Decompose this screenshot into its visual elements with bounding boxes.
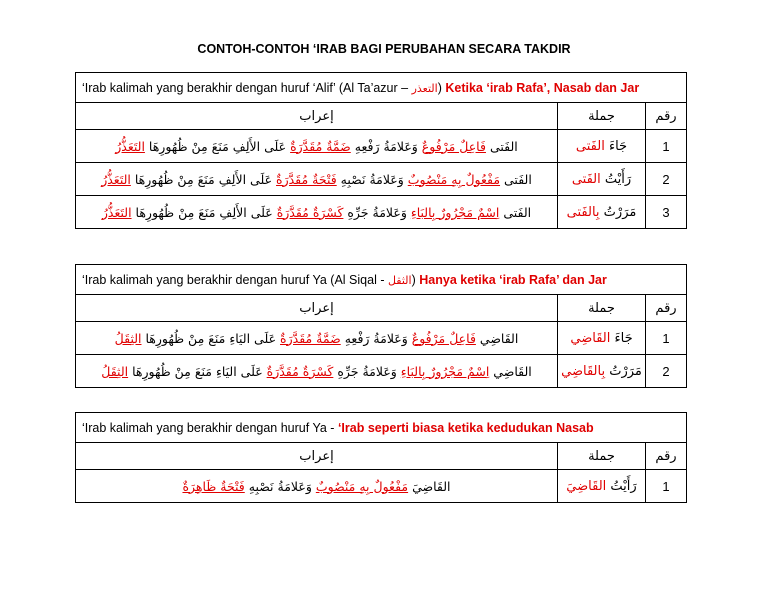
column-header-irab: إعراب bbox=[76, 103, 558, 130]
jumla-cell bbox=[558, 196, 646, 229]
irab-key-term: ضَمَّةٌ مُقَدَّرَةٌ bbox=[290, 138, 351, 154]
jumla-noun: القَاضِيَ bbox=[566, 478, 607, 494]
irab-text: وَعَلامَةُ رَفْعِهِ bbox=[340, 330, 412, 346]
jumla-cell bbox=[558, 322, 646, 355]
table-heading bbox=[76, 265, 687, 295]
irab-key-term: فَاعِلٌ مَرْفُوعٌ bbox=[411, 330, 476, 346]
irab-cell bbox=[76, 470, 558, 503]
heading-highlight: ‘Irab seperti biasa ketika kedudukan Nasab bbox=[337, 420, 594, 435]
row-number: 2 bbox=[646, 355, 687, 388]
table-heading bbox=[76, 73, 687, 103]
irab-key-term: اِسْمٌ مَجْرُورٌ بِالبَاءِ bbox=[400, 363, 490, 379]
heading-text: ‘Irab kalimah yang berakhir dengan huruf ‘Alif’ (Al Ta’azur – bbox=[82, 80, 409, 95]
heading-highlight: Ketika ‘irab Rafa’, Nasab dan Jar bbox=[445, 80, 640, 95]
heading-close-paren: ) bbox=[411, 272, 416, 287]
table-heading bbox=[76, 413, 687, 443]
irab-text: الفَتى bbox=[499, 204, 532, 220]
irab-key-term: التَعَذُّرُ bbox=[115, 138, 145, 154]
irab-key-term: اِسْمٌ مَجْرُورٌ بِالبَاءِ bbox=[410, 204, 500, 220]
irab-key-term: فَتْحَةٌ ظَاهِرَةٌ bbox=[182, 478, 245, 494]
row-number: 1 bbox=[646, 322, 687, 355]
irab-cell bbox=[76, 196, 558, 229]
irab-table-ya-siqal bbox=[75, 264, 687, 388]
heading-text: ‘Irab kalimah yang berakhir dengan huruf Ya (Al Siqal - bbox=[82, 272, 385, 287]
heading-highlight: Hanya ketika ‘irab Rafa’ dan Jar bbox=[419, 272, 607, 287]
irab-text: عَلَى الأَلِفِ مَنَعَ مِنْ ظُهُورِهَا bbox=[144, 138, 291, 154]
jumla-cell bbox=[558, 130, 646, 163]
row-number: 2 bbox=[646, 163, 687, 196]
irab-key-term: الثِقَلُ bbox=[101, 363, 129, 379]
jumla-verb: رَأَيْتُ bbox=[604, 171, 632, 187]
row-number: 1 bbox=[646, 470, 687, 503]
table-row bbox=[76, 322, 687, 355]
heading-close-paren: ) bbox=[437, 80, 442, 95]
table-row bbox=[76, 470, 687, 503]
column-header-number: رقم bbox=[646, 295, 687, 322]
column-header-irab: إعراب bbox=[76, 443, 558, 470]
jumla-verb: رَأَيْتُ bbox=[610, 478, 637, 494]
irab-text: وَعَلامَةُ نَصْبِهِ bbox=[336, 171, 408, 187]
table-row bbox=[76, 196, 687, 229]
irab-key-term: كَسْرَةٌ مُقَدَّرَةٌ bbox=[276, 204, 344, 220]
column-header-jumla: جملة bbox=[558, 295, 646, 322]
table-row bbox=[76, 355, 687, 388]
irab-text: القَاضِي bbox=[475, 330, 519, 346]
jumla-noun: بِالقَاضِي bbox=[561, 363, 606, 379]
jumla-verb: جَاءَ bbox=[614, 330, 633, 346]
jumla-noun: بِالفَتى bbox=[566, 204, 600, 220]
irab-text: الفَتى bbox=[485, 138, 518, 154]
irab-text: القَاضِي bbox=[489, 363, 532, 379]
jumla-cell bbox=[558, 163, 646, 196]
irab-cell bbox=[76, 322, 558, 355]
irab-text: وَعَلامَةُ رَفْعِهِ bbox=[350, 138, 422, 154]
irab-cell bbox=[76, 163, 558, 196]
table-row bbox=[76, 130, 687, 163]
irab-text: عَلَى اليَاءِ مَنَعَ مِنْ ظُهُورِهَا bbox=[128, 363, 267, 379]
irab-text: عَلَى الأَلِفِ مَنَعَ مِنْ ظُهُورِهَا bbox=[131, 204, 277, 220]
row-number: 3 bbox=[646, 196, 687, 229]
irab-key-term: مَفْعُولٌ بِهِ مَنْصُوبٌ bbox=[315, 478, 409, 494]
document-title: CONTOH-CONTOH ‘IRAB BAGI PERUBAHAN SECARA TAKDIR bbox=[197, 42, 571, 56]
irab-text: عَلَى الأَلِفِ مَنَعَ مِنْ ظُهُورِهَا bbox=[130, 171, 277, 187]
irab-text: وَعَلامَةُ جَرِّهِ bbox=[343, 204, 411, 220]
irab-text: وَعَلامَةُ جَرِّهِ bbox=[333, 363, 401, 379]
irab-key-term: التَعَذُّرُ bbox=[101, 204, 132, 220]
jumla-verb: مَرَرْتُ bbox=[609, 363, 642, 379]
irab-table-alif bbox=[75, 72, 687, 229]
jumla-cell bbox=[558, 470, 646, 503]
jumla-cell bbox=[558, 355, 646, 388]
heading-arabic-term: الثقل bbox=[387, 273, 412, 287]
irab-key-term: فَاعِلٌ مَرْفُوعٌ bbox=[421, 138, 486, 154]
column-header-number: رقم bbox=[646, 103, 687, 130]
irab-key-term: فَتْحَةٌ مُقَدَّرَةٌ bbox=[276, 171, 337, 187]
table-row bbox=[76, 163, 687, 196]
jumla-verb: جَاءَ bbox=[608, 138, 628, 154]
jumla-noun: الفَتى bbox=[575, 138, 605, 154]
column-header-irab: إعراب bbox=[76, 295, 558, 322]
irab-key-term: مَفْعُولٌ بِهِ مَنْصُوبٌ bbox=[407, 171, 501, 187]
jumla-noun: الفَتى bbox=[571, 171, 601, 187]
jumla-verb: مَرَرْتُ bbox=[603, 204, 637, 220]
column-header-number: رقم bbox=[646, 443, 687, 470]
irab-cell bbox=[76, 355, 558, 388]
heading-text: ‘Irab kalimah yang berakhir dengan huruf Ya - bbox=[82, 420, 335, 435]
row-number: 1 bbox=[646, 130, 687, 163]
jumla-noun: القَاضِي bbox=[570, 330, 611, 346]
irab-text: الفَتى bbox=[500, 171, 532, 187]
irab-table-ya-nasab bbox=[75, 412, 687, 503]
irab-text: عَلَى اليَاءِ مَنَعَ مِنْ ظُهُورِهَا bbox=[141, 330, 281, 346]
column-header-jumla: جملة bbox=[558, 103, 646, 130]
irab-key-term: التَعَذُّرُ bbox=[101, 171, 131, 187]
column-header-jumla: جملة bbox=[558, 443, 646, 470]
irab-text: القَاضِيَ bbox=[408, 478, 451, 494]
irab-key-term: كَسْرَةٌ مُقَدَّرَةٌ bbox=[266, 363, 334, 379]
irab-key-term: الثِقَلُ bbox=[114, 330, 142, 346]
irab-cell bbox=[76, 130, 558, 163]
irab-text: وَعَلامَةُ نَصْبِهِ bbox=[244, 478, 316, 494]
heading-arabic-term: التعذر bbox=[411, 81, 438, 95]
irab-key-term: ضَمَّةٌ مُقَدَّرَةٌ bbox=[280, 330, 341, 346]
